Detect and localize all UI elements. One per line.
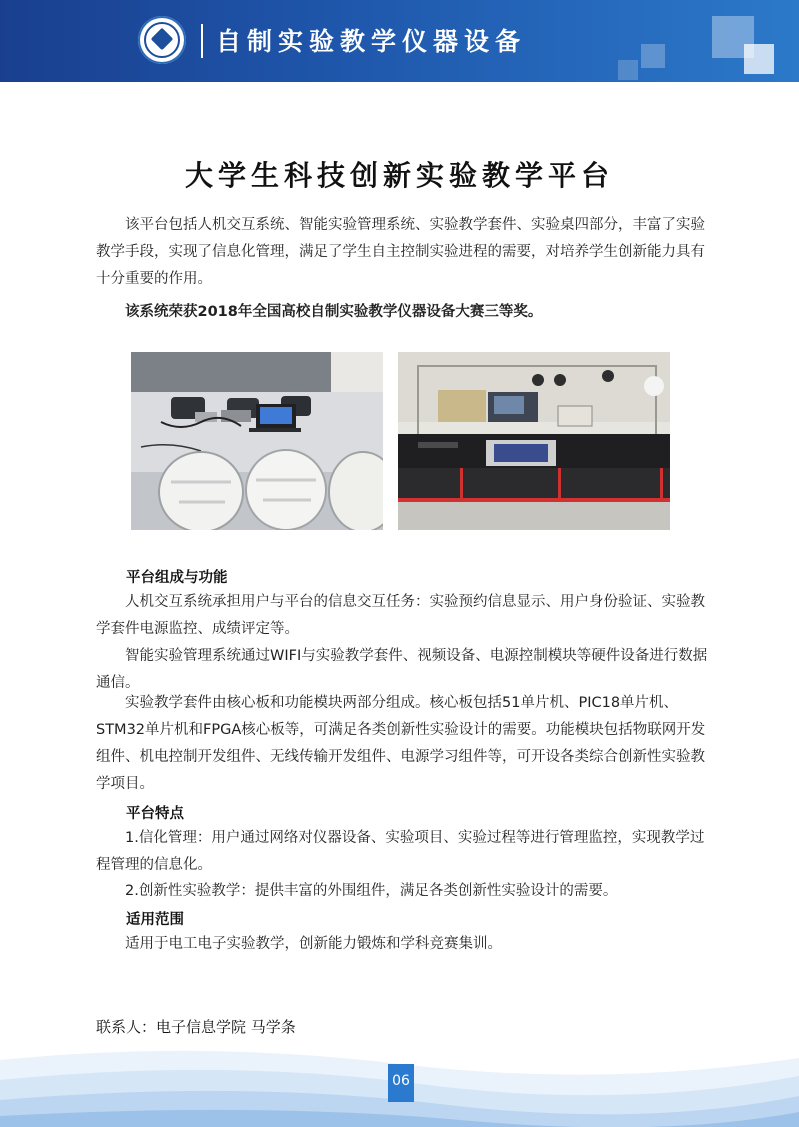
header-title: 自制实验教学仪器设备 xyxy=(216,27,527,56)
lab-room-photo xyxy=(131,352,383,530)
section-heading-scope: 适用范围 xyxy=(126,912,184,928)
section1-paragraph-3: 实验教学套件由核心板和功能模块两部分组成。核心板包括51单片机、PIC18单片机、STM32单片机和FPGA核心板等，可满足各类创新性实验设计的需要。功能模块包括物联网开发组件、机电控制开发组件、无线传输开发组件、电源学习组件等，可开设各类综合创新性实验教学项目。 xyxy=(96,695,706,792)
header-divider xyxy=(201,24,203,58)
section2-paragraph-2: 2.创新性实验教学：提供丰富的外围组件，满足各类创新性实验设计的需要。 xyxy=(125,883,618,899)
contact-line: 联系人：电子信息学院 马学条 xyxy=(96,1018,296,1036)
section2-paragraph-1: 1.信化管理：用户通过网络对仪器设备、实验项目、实验过程等进行管理监控，实现教学过程管理的信息化。 xyxy=(96,830,705,873)
decorative-square xyxy=(641,44,665,68)
decorative-square xyxy=(618,60,638,80)
lab-bench-photo xyxy=(398,352,670,530)
lab-bench-illustration xyxy=(398,352,670,530)
section3-paragraph-1: 适用于电工电子实验教学，创新能力锻炼和学科竞赛集训。 xyxy=(125,936,502,952)
section1-paragraph-2: 智能实验管理系统通过WIFI与实验教学套件、视频设备、电源控制模块等硬件设备进行数据通信。 xyxy=(96,648,708,691)
award-statement: 该系统荣获2018年全国高校自制实验教学仪器设备大赛三等奖。 xyxy=(125,304,543,320)
decorative-square xyxy=(744,44,774,74)
lab-room-illustration xyxy=(131,352,383,530)
section-heading-composition: 平台组成与功能 xyxy=(126,570,228,586)
section1-paragraph-1: 人机交互系统承担用户与平台的信息交互任务：实验预约信息显示、用户身份验证、实验教学套件电源监控、成绩评定等。 xyxy=(96,594,705,637)
intro-paragraph: 该平台包括人机交互系统、智能实验管理系统、实验教学套件、实验桌四部分，丰富了实验教学手段，实现了信息化管理，满足了学生自主控制实验进程的需要，对培养学生创新能力具有十分重要的作用。 xyxy=(96,217,705,287)
page-title: 大学生科技创新实验教学平台 xyxy=(184,159,614,192)
header-banner xyxy=(0,0,799,82)
page-number-badge: 06 xyxy=(388,1064,414,1102)
section-heading-features: 平台特点 xyxy=(126,806,184,822)
university-logo xyxy=(138,16,186,64)
